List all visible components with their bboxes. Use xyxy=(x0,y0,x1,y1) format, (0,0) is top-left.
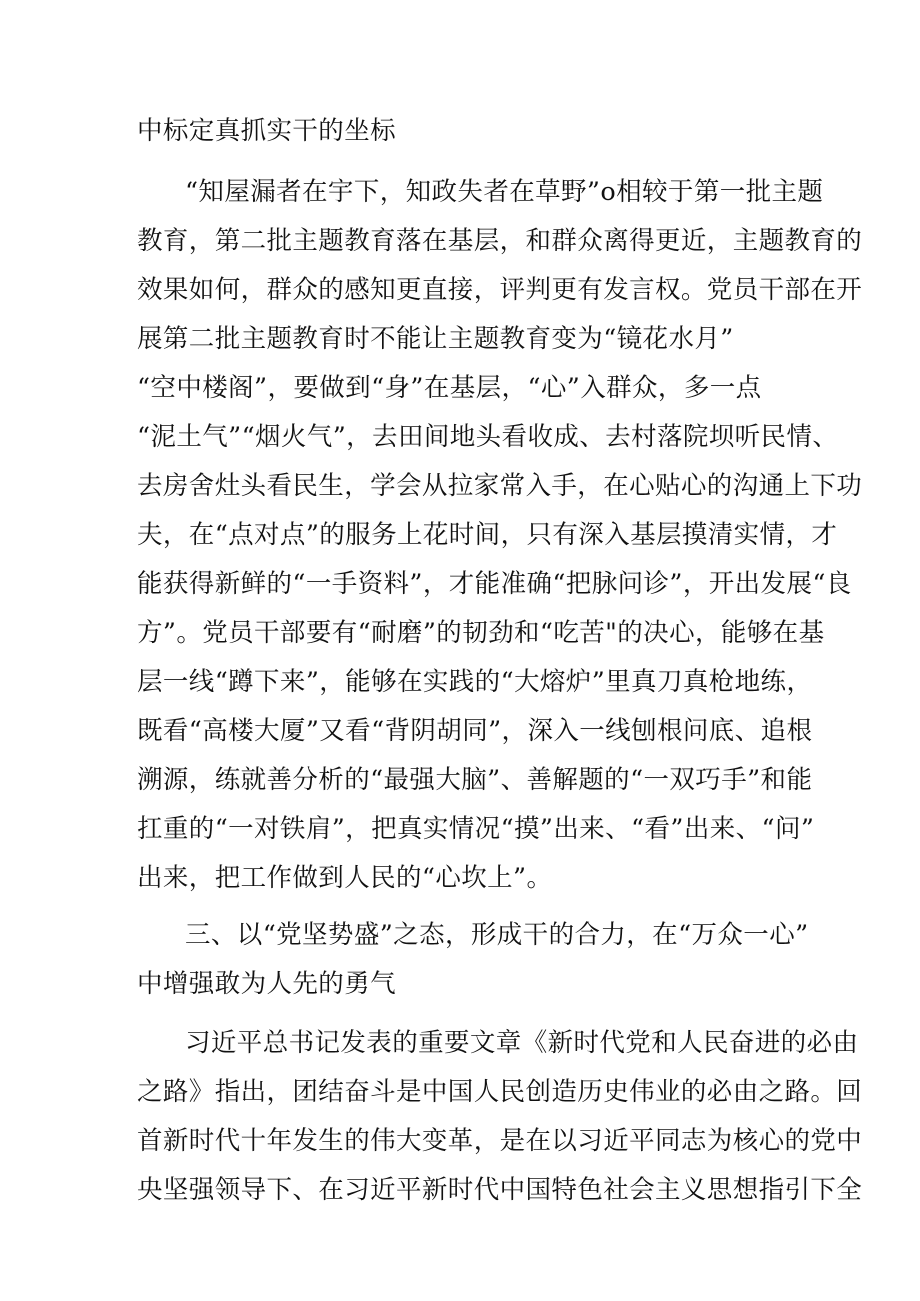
text-line: 溯源，练就善分析的“最强大脑”、善解题的“一双巧手”和能 xyxy=(137,765,813,795)
text-line: 之路》指出，团结奋斗是中国人民创造历史伟业的必由之路。回 xyxy=(137,1077,863,1107)
text-line: 出来，把工作做到人民的“心坎上”。 xyxy=(137,863,553,893)
section-heading-line: 中增强敢为人先的勇气 xyxy=(137,969,397,999)
text-line: 能获得新鲜的“一手资料”，才能准确“把脉问诊”，开出发展“良 xyxy=(137,569,852,599)
text-line: “知屋漏者在宇下，知政失者在草野”o相较于第一批主题 xyxy=(185,177,824,207)
text-line: 方”。党员干部要有“耐磨”的韧劲和“吃苦"的决心，能够在基 xyxy=(137,618,825,648)
text-line: 展第二批主题教育时不能让主题教育变为“镜花水月” xyxy=(137,324,734,354)
text-line: 首新时代十年发生的伟大变革，是在以习近平同志为核心的党中 xyxy=(137,1126,863,1156)
text-line: 去房舍灶头看民生，学会从拉家常入手，在心贴心的沟通上下功 xyxy=(137,471,863,501)
text-line: 央坚强领导下、在习近平新时代中国特色社会主义思想指引下全 xyxy=(137,1175,863,1205)
text-line: 习近平总书记发表的重要文章《新时代党和人民奋进的必由 xyxy=(185,1028,859,1058)
text-line: “泥土气”“烟火气”，去田间地头看收成、去村落院坝听民情、 xyxy=(137,422,839,452)
text-line: 扛重的“一对铁肩”，把真实情况“摸”出来、“看”出来、“问” xyxy=(137,814,815,844)
section-heading-line: 三、以“党坚势盛”之态，形成干的合力，在“万众一心” xyxy=(185,920,809,950)
text-line: 层一线“蹲下来”，能够在实践的“大熔炉”里真刀真枪地练， xyxy=(137,667,813,697)
text-line: 教育，第二批主题教育落在基层，和群众离得更近，主题教育的 xyxy=(137,226,863,256)
text-line: 中标定真抓实干的坐标 xyxy=(137,116,397,146)
text-line: 效果如何，群众的感知更直接，评判更有发言权。党员干部在开 xyxy=(137,275,863,305)
text-line: “空中楼阁”，要做到“身”在基层，“心”入群众，多一点 xyxy=(137,373,762,403)
text-line: 既看“高楼大厦”又看“背阴胡同”，深入一线刨根问底、追根 xyxy=(137,716,813,746)
text-line: 夫，在“点对点”的服务上花时间，只有深入基层摸清实情，才 xyxy=(137,520,838,550)
